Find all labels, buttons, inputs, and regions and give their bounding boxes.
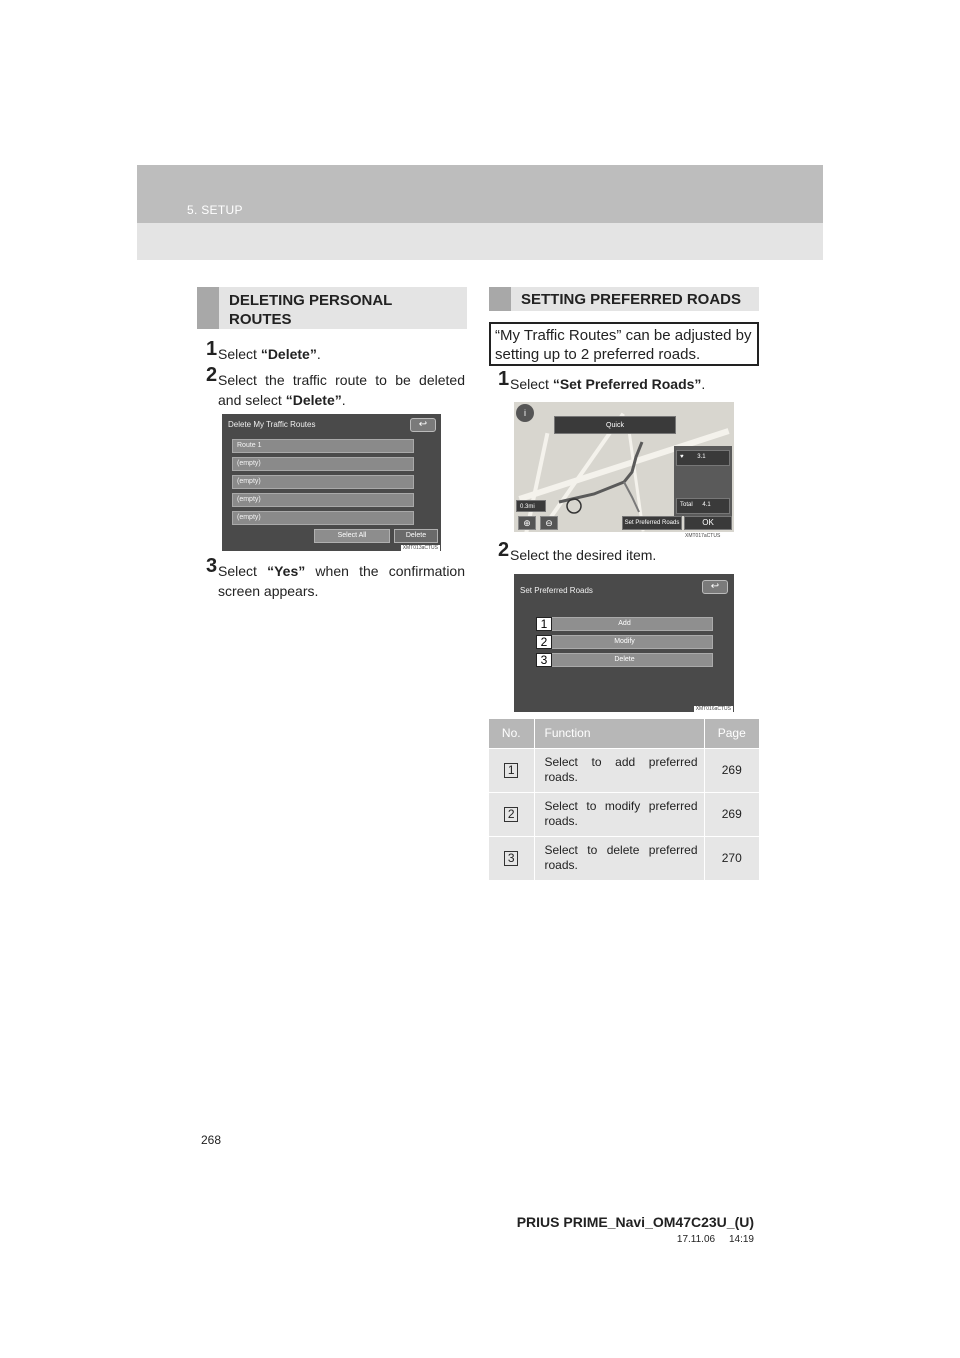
header-subband [137, 223, 823, 260]
route-row[interactable]: (empty) [232, 475, 414, 489]
callout-badge: 1 [536, 617, 552, 631]
set-preferred-roads-button[interactable]: Set Preferred Roads [622, 516, 682, 530]
route-total: Total 4.1 [676, 498, 730, 514]
function-table [489, 719, 759, 880]
modify-button[interactable]: Modify [536, 635, 713, 649]
route-row[interactable]: (empty) [232, 511, 414, 525]
table-row [489, 836, 759, 880]
table-header-row [489, 719, 759, 748]
screen-title: Delete My Traffic Routes [228, 420, 316, 429]
page-number: 268 [201, 1133, 222, 1147]
left-step-3: 3 Select “Yes” when the confirmation screen appears. [206, 555, 465, 599]
left-heading-text: DELETING PERSONAL ROUTES [229, 292, 393, 328]
col-header-page: Page [704, 719, 759, 748]
info-icon[interactable]: i [516, 404, 534, 422]
back-button[interactable]: ↩ [702, 580, 728, 594]
left-step-1: 1 Select “Delete”. [206, 338, 321, 362]
figure-code: XMT013aCTUS [402, 545, 438, 551]
step-number: 2 [498, 539, 510, 561]
right-section-heading [489, 287, 759, 311]
delete-button[interactable]: Delete [536, 653, 713, 667]
step-number: 2 [206, 364, 218, 386]
route-info-panel [674, 446, 732, 516]
section-label: 5. SETUP [187, 203, 243, 217]
step-number: 1 [498, 368, 510, 390]
route-distance[interactable]: ♥ 3.1 [676, 450, 730, 466]
route-row[interactable]: Route 1 [232, 439, 414, 453]
select-all-button[interactable]: Select All [314, 529, 390, 543]
add-button[interactable]: Add [536, 617, 713, 631]
item-number: 1 [504, 763, 518, 778]
ok-button[interactable]: OK [684, 516, 732, 530]
col-header-function: Function [534, 719, 704, 748]
right-step-2: 2 Select the desired item. [498, 539, 657, 563]
back-button[interactable]: ↩ [410, 418, 436, 432]
function-cell: Select to modify preferred roads. [534, 792, 704, 836]
table-row [489, 792, 759, 836]
intro-box [489, 322, 759, 366]
col-header-no: No. [489, 719, 534, 748]
left-step-2: 2 Select the traffic route to be deleted and select “Delete”. [206, 364, 465, 408]
set-preferred-roads-screenshot [514, 574, 734, 712]
right-heading-text: SETTING PREFERRED ROADS [521, 291, 742, 308]
item-number: 3 [504, 851, 518, 866]
heart-icon: ♥ [680, 454, 684, 460]
route-row[interactable]: (empty) [232, 493, 414, 507]
step-number: 3 [206, 555, 218, 577]
step-number: 1 [206, 338, 218, 360]
delete-routes-screenshot [222, 414, 441, 551]
function-cell: Select to delete preferred roads. [534, 836, 704, 880]
map-screenshot [514, 402, 734, 532]
route-row[interactable]: (empty) [232, 457, 414, 471]
figure-code: XMT017aCTUS [685, 533, 721, 539]
zoom-in-button[interactable]: ⊕ [518, 516, 536, 530]
print-stamp: 17.11.06 14:19 [676, 1234, 754, 1245]
intro-text: “My Traffic Routes” can be adjusted by setting up to 2 preferred roads. [495, 327, 752, 363]
ui-term: “Delete” [285, 392, 342, 408]
page-ref[interactable]: 269 [704, 792, 759, 836]
page-ref[interactable]: 269 [704, 748, 759, 792]
figure-code: XMT016aCTUS [695, 706, 731, 712]
manual-id: PRIUS PRIME_Navi_OM47C23U_(U) [516, 1214, 754, 1230]
callout-badge: 3 [536, 653, 552, 667]
ui-term: “Set Preferred Roads” [552, 376, 702, 392]
page-ref[interactable]: 270 [704, 836, 759, 880]
left-section-heading [197, 287, 467, 329]
table-row [489, 748, 759, 792]
function-cell: Select to add preferred roads. [534, 748, 704, 792]
screen-title: Set Preferred Roads [520, 586, 593, 595]
callout-badge: 2 [536, 635, 552, 649]
quick-route-button[interactable]: Quick [554, 416, 676, 434]
zoom-out-button[interactable]: ⊖ [540, 516, 558, 530]
delete-button[interactable]: Delete [394, 529, 438, 543]
ui-term: “Delete” [260, 346, 317, 362]
item-number: 2 [504, 807, 518, 822]
map-scale: 0.3mi [516, 500, 546, 512]
right-step-1: 1 Select “Set Preferred Roads”. [498, 368, 706, 392]
ui-term: “Yes” [267, 563, 306, 579]
